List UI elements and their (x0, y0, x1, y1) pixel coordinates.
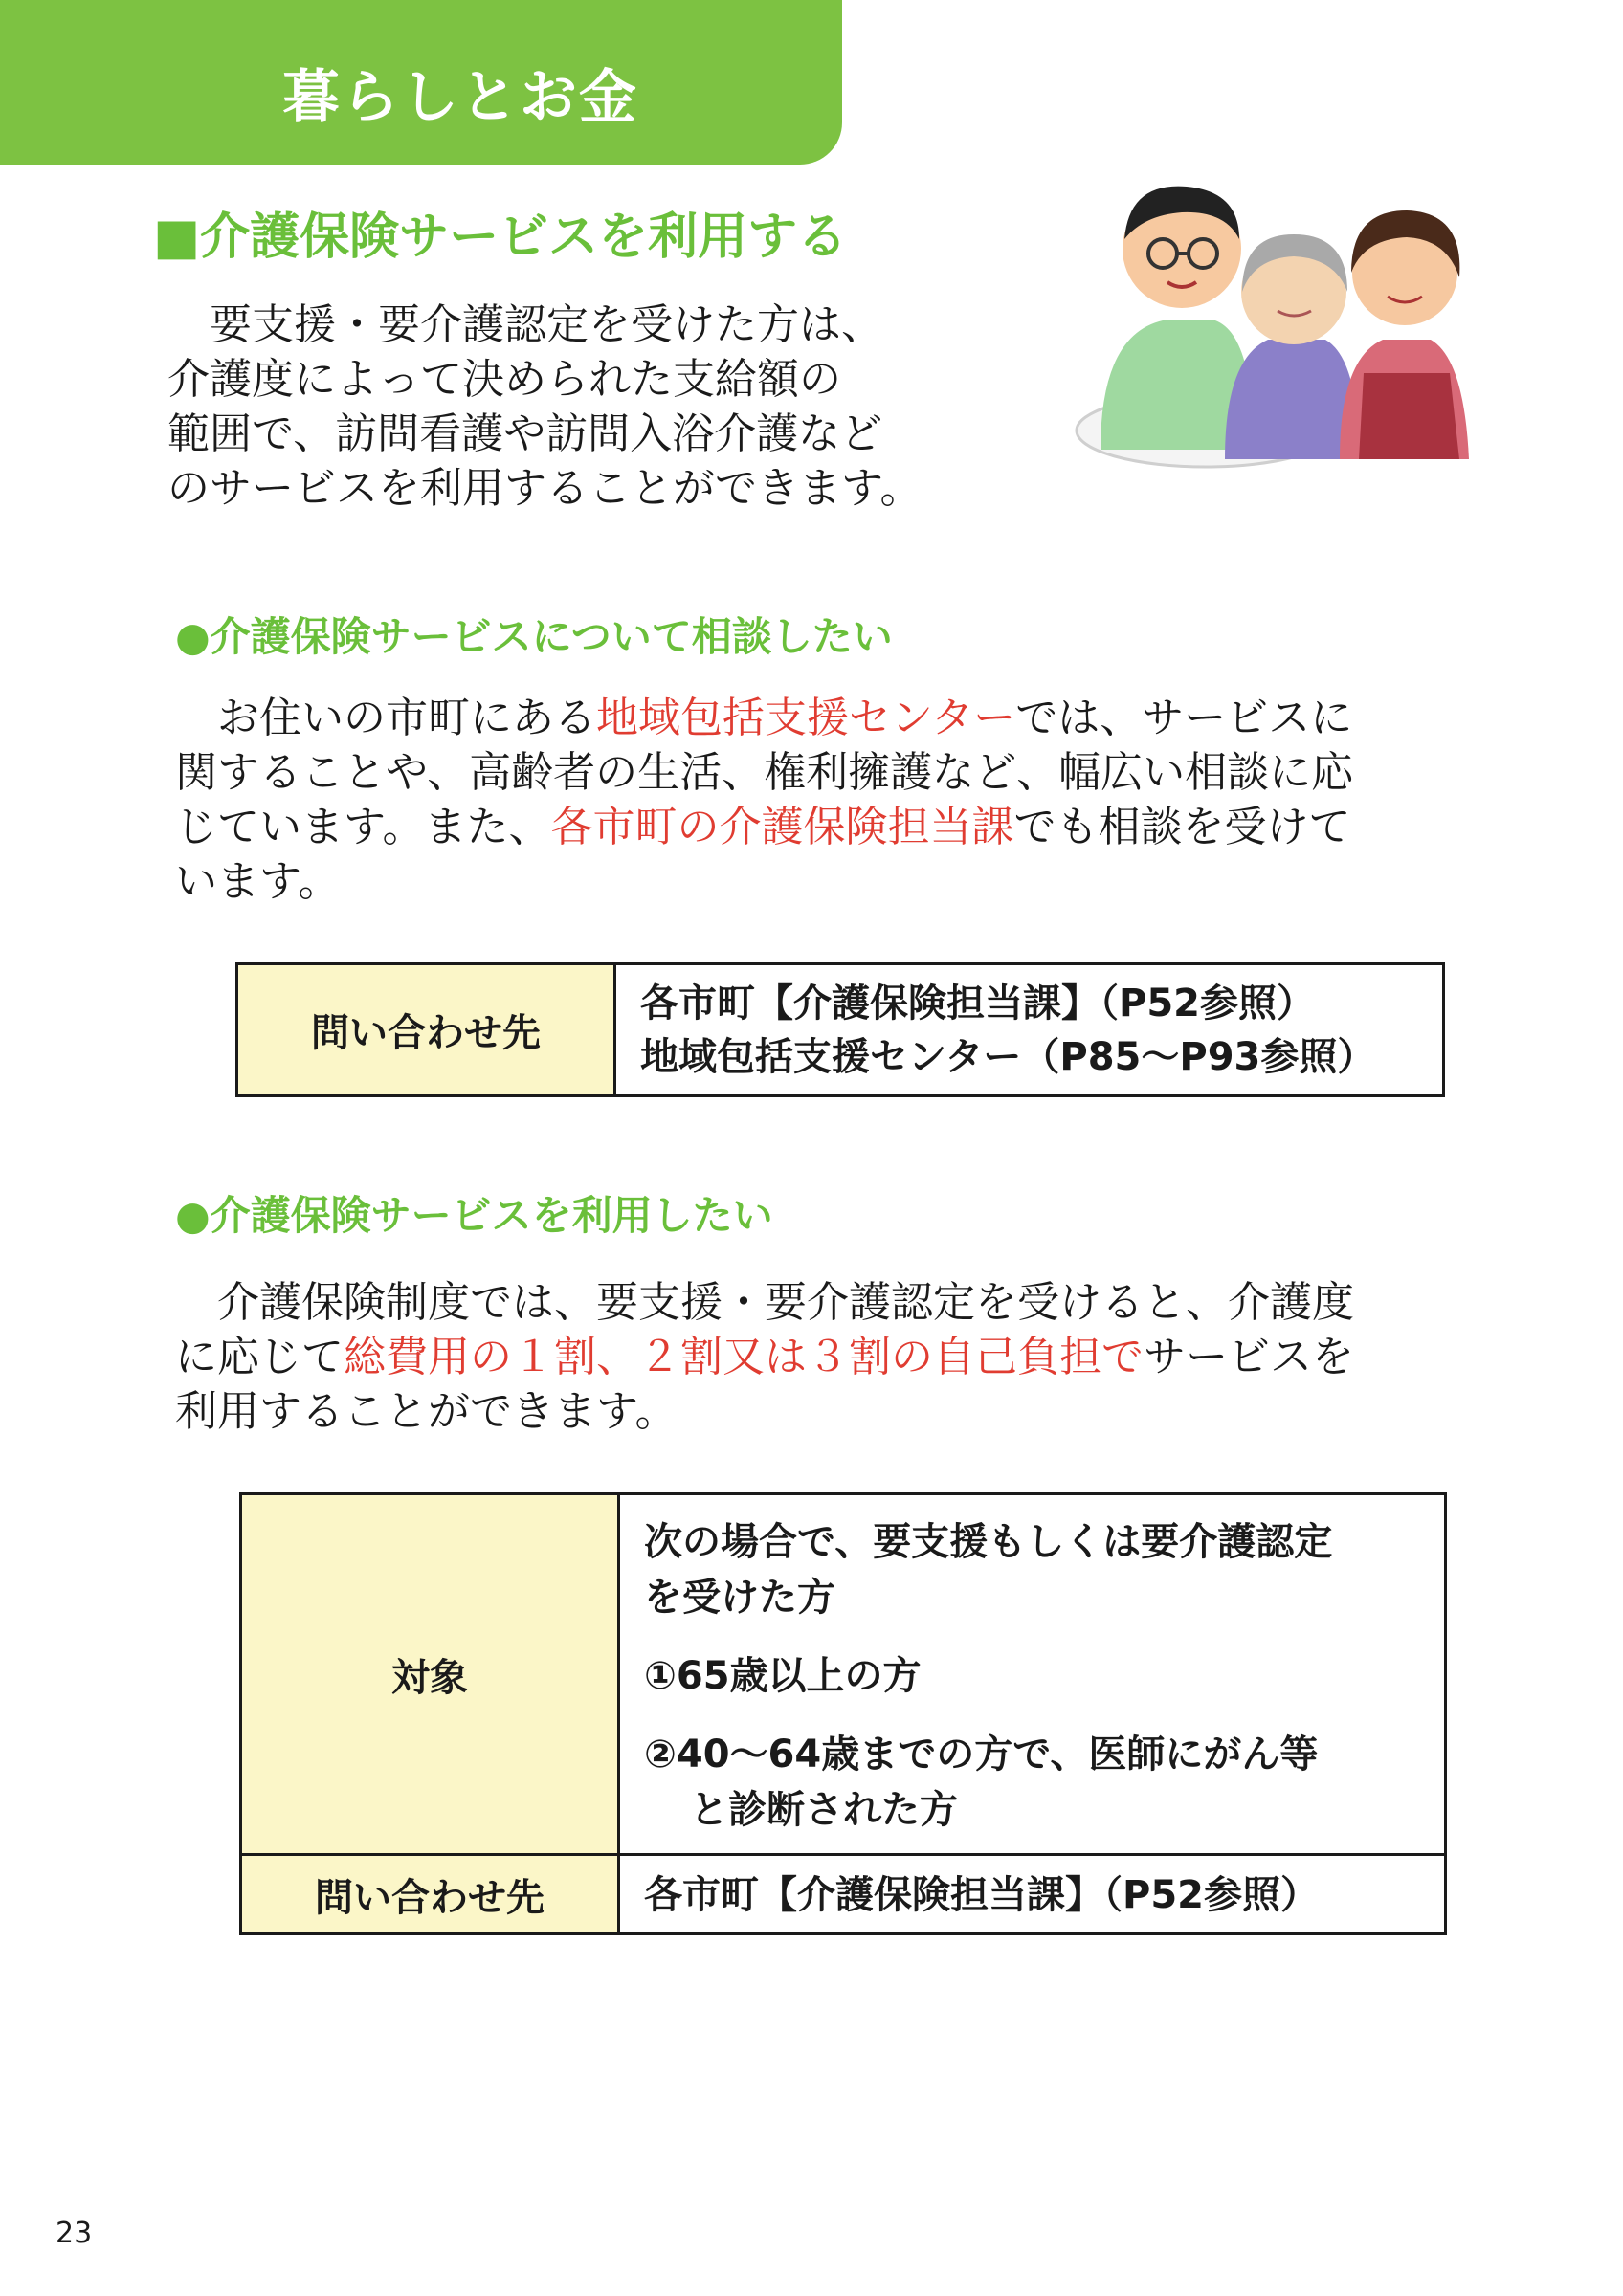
table-row (241, 1855, 1446, 1934)
target-item: ②40～64歳までの方で、医師にがん等 (644, 1733, 1319, 1777)
contact-value: 各市町【介護保険担当課】（P52参照） (619, 1855, 1446, 1934)
highlight-text: 各市町の介護保険担当課 (550, 803, 1014, 851)
text-line: 関することや、高齢者の生活、権利擁護など、幅広い相談に応 (175, 748, 1354, 797)
text-line (175, 800, 1353, 854)
table-row (241, 1494, 1446, 1855)
text-segment: では、サービスに (1015, 694, 1353, 742)
caregivers-illustration (1072, 144, 1483, 469)
contact-line: 各市町【介護保険担当課】（P52参照） (640, 981, 1315, 1026)
page-number: 23 (56, 2217, 93, 2250)
text-segment: お住いの市町にある (175, 694, 596, 742)
text-line: 介護保険制度では、要支援・要介護認定を受けると、介護度 (175, 1278, 1354, 1327)
text-segment: でも相談を受けて (1013, 803, 1351, 851)
text-line (175, 691, 1353, 745)
text-segment: サービスを (1144, 1333, 1354, 1381)
target-label: 対象 (241, 1494, 619, 1855)
target-item-continued: と診断された方 (690, 1788, 958, 1832)
consult-paragraph (175, 691, 1353, 909)
intro-paragraph (167, 298, 922, 516)
contact-value (615, 964, 1444, 1096)
intro-line: 範囲で、訪問看護や訪問入浴介護など (167, 409, 883, 458)
target-line: を受けた方 (644, 1576, 835, 1620)
contact-label: 問い合わせ先 (241, 1855, 619, 1934)
text-segment: じています。また、 (175, 803, 551, 851)
intro-line: のサービスを利用することができます。 (167, 464, 923, 513)
text-line (175, 1330, 1354, 1384)
use-heading: ●介護保険サービスを利用したい (175, 1192, 773, 1239)
consult-heading: ●介護保険サービスについて相談したい (175, 613, 893, 660)
section-title: ■介護保険サービスを利用する (153, 209, 848, 266)
target-line: 次の場合で、要支援もしくは要介護認定 (644, 1520, 1333, 1564)
highlight-text: 総費用の１割、２割又は３割の自己負担で (344, 1333, 1144, 1381)
text-segment: に応じて (175, 1333, 344, 1381)
intro-line: 介護度によって決められた支給額の (167, 355, 841, 404)
use-paragraph (175, 1275, 1354, 1439)
eligibility-table (239, 1492, 1447, 1935)
text-line: 利用することができます。 (175, 1387, 678, 1436)
category-tab (0, 0, 842, 165)
contact-label: 問い合わせ先 (237, 964, 615, 1096)
target-value (619, 1494, 1446, 1855)
intro-line: 要支援・要介護認定を受けた方は、 (167, 300, 883, 349)
consult-contact-table (235, 962, 1445, 1097)
target-item: ①65歳以上の方 (644, 1654, 922, 1698)
category-title: 暮らしとお金 (282, 64, 638, 131)
highlight-text: 地域包括支援センター (596, 694, 1016, 742)
text-line: います。 (175, 857, 341, 906)
table-row (237, 964, 1444, 1096)
contact-line: 地域包括支援センター（P85～P93参照） (640, 1034, 1376, 1079)
